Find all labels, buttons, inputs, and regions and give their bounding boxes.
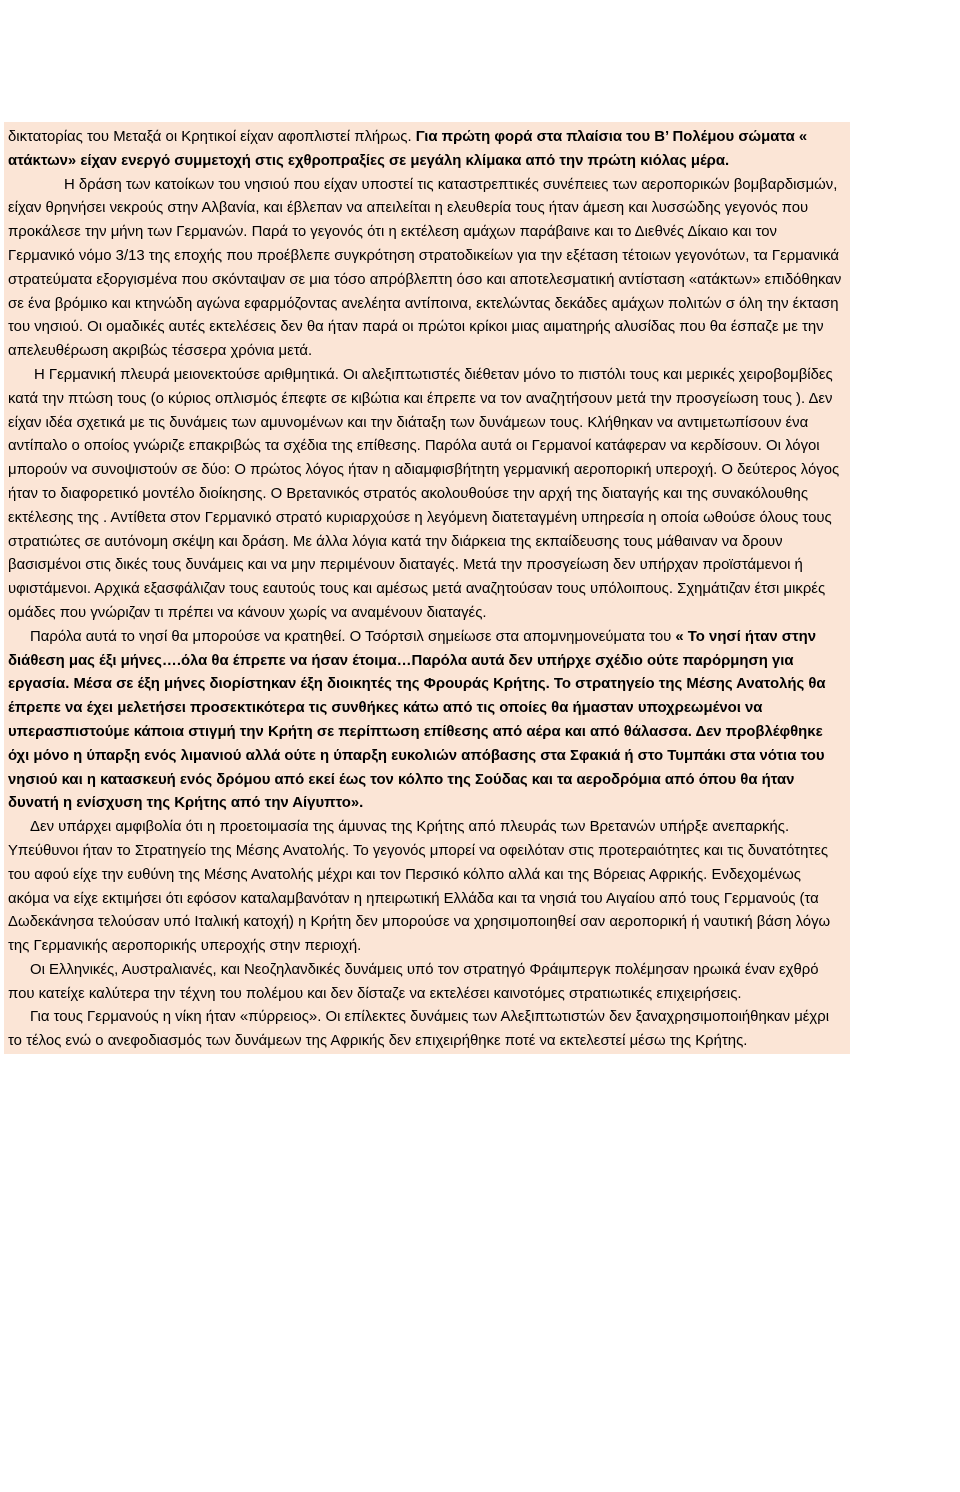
paragraph-1-text: δικτατορίας του Μεταξά οι Κρητικοί είχαν αφοπλιστεί πλήρως.: [8, 129, 416, 145]
paragraph-2: Η δράση των κατοίκων του νησιού που είχαν υποστεί τις καταστρεπτικές συνέπειες των αεροπορικών βομβαρδισμών, είχαν θρηνήσει νεκρούς στην Αλβανία, και έβλεπαν να απειλείται η ελευθερία τους ήταν άμεση και λυσσώδης γεγονός που προκάλεσε την μήνη των Γερμανών. Παρά το γεγονός ότι η εκτέλεση αμάχων παράβαινε και το Διεθνές Δίκαιο και τον Γερμανικό νόμο 3/13 της εποχής που προέβλεπε συγκρότηση στρατοδικείων για την εξέταση τέτοιων γεγονότων, τα Γερμανικά στρατεύματα εξοργισμένα που σκόνταψαν σε μια τόσο απρόβλεπτη όσο και αποτελεσματική αντίσταση «ατάκτων» επιδόθηκαν σε ένα βρόμικο και κτηνώδη αγώνα εφαρμόζοντας ανελέητα αντίποινα, εκτελώντας δεκάδες αμάχων πολιτών σ όλη την έκταση του νησιού. Οι ομαδικές αυτές εκτελέσεις δεν θα ήταν παρά οι πρώτοι κρίκοι μιας αιματηρής αλυσίδας που θα έσπαζε με την απελευθέρωση ακριβώς τέσσερα χρόνια μετά.: [8, 176, 842, 360]
paragraph-4-text: Παρόλα αυτά το νησί θα μπορούσε να κρατηθεί. Ο Τσόρτσιλ σημείωσε στα απομνημονεύματα του: [30, 628, 676, 645]
text-body: [4, 122, 850, 1054]
paragraph-1-bold-text: Για πρώτη φορά στα πλαίσια του Β’ Πολέμου σώματα « ατάκτων» είχαν ενεργό συμμετοχή στις εχθροπραξίες σε μεγάλη κλίμακα από την πρώτη κιόλας μέρα.: [8, 129, 808, 169]
paragraph-6: Οι Ελληνικές, Αυστραλιανές, και Νεοζηλανδικές δυνάμεις υπό τον στρατηγό Φράιμπεργκ πολέμησαν ηρωικά έναν εχθρό που κατείχε καλύτερα την τέχνη του πολέμου και δεν δίσταζε να εκτελέσει καινοτόμες στρατιωτικές επιχειρήσεις.: [8, 961, 819, 1002]
paragraph-1: [8, 126, 846, 174]
paragraph-7: Για τους Γερμανούς η νίκη ήταν «πύρρειος». Οι επίλεκτες δυνάμεις των Αλεξιπτωτιστών δεν ξαναχρησιμοποιήθηκαν μέχρι το τέλος ενώ ο ανεφοδιασμός των δυνάμεων της Αφρικής δεν επιχειρήθηκε ποτέ να εκτελεστεί μέσω της Κρήτης.: [8, 1009, 830, 1050]
paragraph-5: Δεν υπάρχει αμφιβολία ότι η προετοιμασία της άμυνας της Κρήτης από πλευράς των Βρετανών υπήρξε ανεπαρκής. Υπεύθυνοι ήταν το Στρατηγείο της Μέσης Ανατολής. Το γεγονός μπορεί να οφειλόταν στις προτεραιότητες και τις δυνατότητες του αφού είχε την ευθύνη της Μέσης Ανατολής μέχρι και τον Περσικό κόλπο αλλά και της Βόρειας Αφρικής. Ενδεχομένως ακόμα να είχε εκτιμήσει ότι εφόσον καταλαμβανόταν η ηπειρωτική Ελλάδα και τα νησιά του Αιγαίου από τους Γερμανούς (τα Δωδεκάνησα τελούσαν υπό Ιταλική κατοχή) η Κρήτη δεν μπορούσε να χρησιμοποιηθεί σαν αεροπορική ή ναυτική βάση λόγω της Γερμανικής αεροπορικής υπεροχής στην περιοχή.: [8, 819, 831, 955]
paragraph-3: Η Γερμανική πλευρά μειονεκτούσε αριθμητικά. Οι αλεξιπτωτιστές διέθεταν μόνο το πιστόλι τους και μερικές χειροβομβίδες κατά την πτώση τους (ο κύριος οπλισμός έπεφτε σε κιβώτια και έπρεπε να τον αναζητήσουν μετά την προσγείωση τους ). Δεν είχαν ιδέα σχετικά με τις δυνάμεις των αμυνομένων και την διάταξη των δυνάμεων τους. Κλήθηκαν να αντιμετωπίσουν ένα αντίπαλο ο οποίος γνώριζε επακριβώς τα σχέδια της επίθεσης. Παρόλα αυτά οι Γερμανοί κατάφεραν να κερδίσουν. Οι λόγοι μπορούν να συνοψιστούν σε δύο: Ο πρώτος λόγος ήταν η αδιαμφισβήτητη γερμανική αεροπορική υπεροχή. Ο δεύτερος λόγος ήταν το διαφορετικό μοντέλο διοίκησης. Ο Βρετανικός στρατός ακολουθούσε την αρχή της διαταγής και της συνακόλουθης εκτέλεσης της . Αντίθετα στον Γερμανικό στρατό κυριαρχούσε η λεγόμενη διατεταγμένη υπηρεσία η οποία ωθούσε όλους τους στρατιώτες σε αυτόνομη σκέψη και δράση. Με άλλα λόγια κατά την διάρκεια της εκπαίδευσης τους μάθαιναν να δρουν βασισμένοι στις δικές τους δυνάμεις και να μην περιμένουν διαταγές. Μετά την προσγείωση δεν υπήρχαν προϊστάμενοι ή υφιστάμενοι. Αρχικά εξασφάλιζαν τους εαυτούς τους και αμέσως μετά αναζητούσαν τους υπόλοιπους. Σχημάτιζαν έτσι μικρές ομάδες που γνώριζαν τι πρέπει να κάνουν χωρίς να αναμένουν διαταγές.: [8, 366, 840, 621]
paragraph-4: [8, 626, 846, 816]
churchill-quote: « Το νησί ήταν στην διάθεση μας έξι μήνες….όλα θα έπρεπε να ήσαν έτοιμα…Παρόλα αυτά δεν υπήρχε σχέδιο ούτε παρόρμηση για εργασία. Μέσα σε έξη μήνες διορίστηκαν έξη διοικητές της Φρουράς Κρήτης. Το στρατηγείο της Μέσης Ανατολής θα έπρεπε να έχει μελετήσει προσεκτικότερα τις συνθήκες κάτω από τις οποίες θα ήμασταν υποχρεωμένοι να υπερασπιστούμε κάποια στιγμή την Κρήτη σε περίπτωση επίθεσης από αέρα και από θάλασσα. Δεν προβλέφθηκε όχι μόνο η ύπαρξη ενός λιμανιού αλλά ούτε η ύπαρξη ευκολιών απόβασης στα Σφακιά ή στο Τυμπάκι στα νότια του νησιού και η κατασκευή ενός δρόμου από εκεί έως τον κόλπο της Σούδας και τα αεροδρόμια από όπου θα ήταν δυνατή η ενίσχυση της Κρήτης από την Αίγυπτο».: [8, 628, 826, 812]
